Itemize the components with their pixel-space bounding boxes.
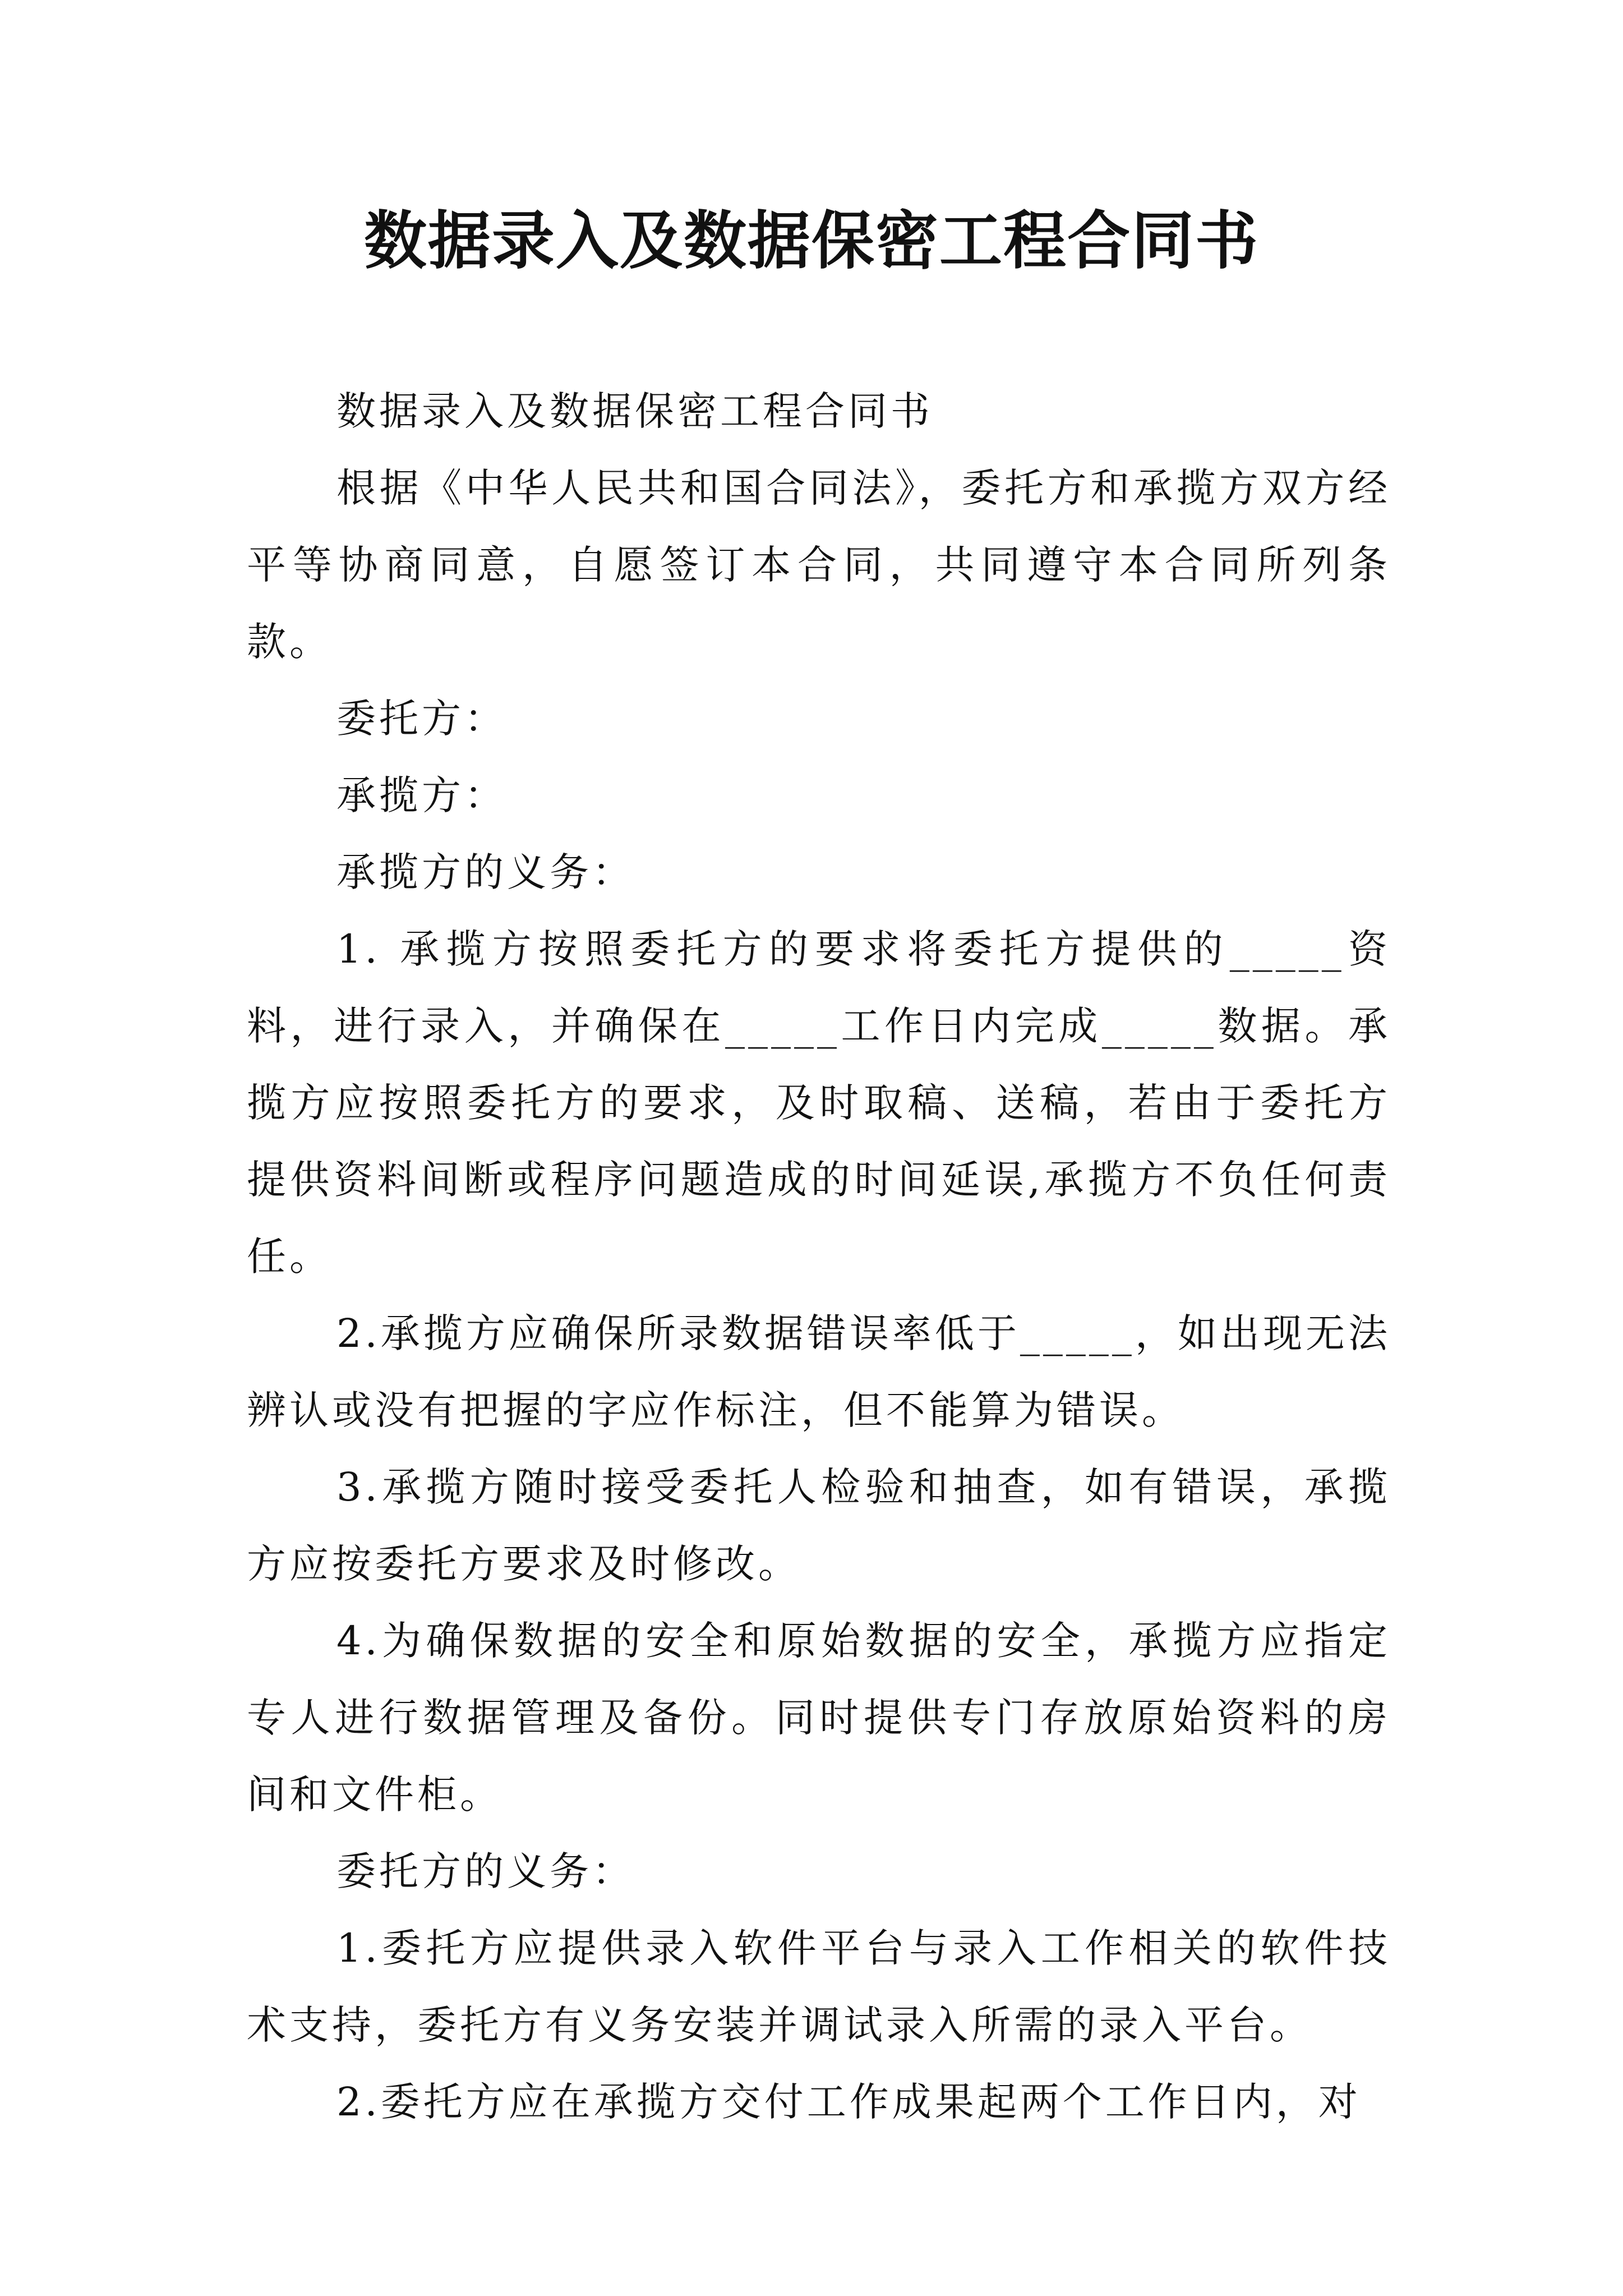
client-party-line: 委托方： <box>336 696 507 742</box>
preamble-paragraph: 根据《中华人民共和国合同法》，委托方和承揽方双方经平等协商同意，自愿签订本合同，共同遵守本合同所列条款。 <box>247 465 1391 665</box>
document-title: 数据录入及数据保密工程合同书 <box>364 204 1259 278</box>
client-obligations-heading: 委托方的义务： <box>336 1848 635 1894</box>
body-heading: 数据录入及数据保密工程合同书 <box>336 388 933 434</box>
contractor-obligations-heading: 承揽方的义务： <box>336 849 635 895</box>
document-body <box>247 373 1391 2141</box>
contractor-obligation-4: 4.为确保数据的安全和原始数据的安全，承揽方应指定专人进行数据管理及备份。同时提供专门存放原始资料的房间和文件柜。 <box>247 1618 1391 1818</box>
contractor-obligation-3: 3.承揽方随时接受委托人检验和抽查，如有错误，承揽方应按委托方要求及时修改。 <box>247 1464 1391 1587</box>
client-obligation-2: 2.委托方应在承揽方交付工作成果起两个工作日内，对 <box>336 2079 1361 2125</box>
contractor-obligation-1: 1. 承揽方按照委托方的要求将委托方提供的_____资料，进行录入，并确保在_____工作日内完成_____数据。承揽方应按照委托方的要求，及时取稿、送稿，若由于委托方提供资料间断或程序问题造成的时间延误,承揽方不负任何责任。 <box>247 926 1391 1280</box>
client-obligation-1: 1.委托方应提供录入软件平台与录入工作相关的软件技术支持，委托方有义务安装并调试录入所需的录入平台。 <box>247 1925 1391 2048</box>
contractor-obligation-2: 2.承揽方应确保所录数据错误率低于_____，如出现无法辨认或没有把握的字应作标注，但不能算为错误。 <box>247 1310 1391 1433</box>
contractor-party-line: 承揽方： <box>336 772 507 818</box>
